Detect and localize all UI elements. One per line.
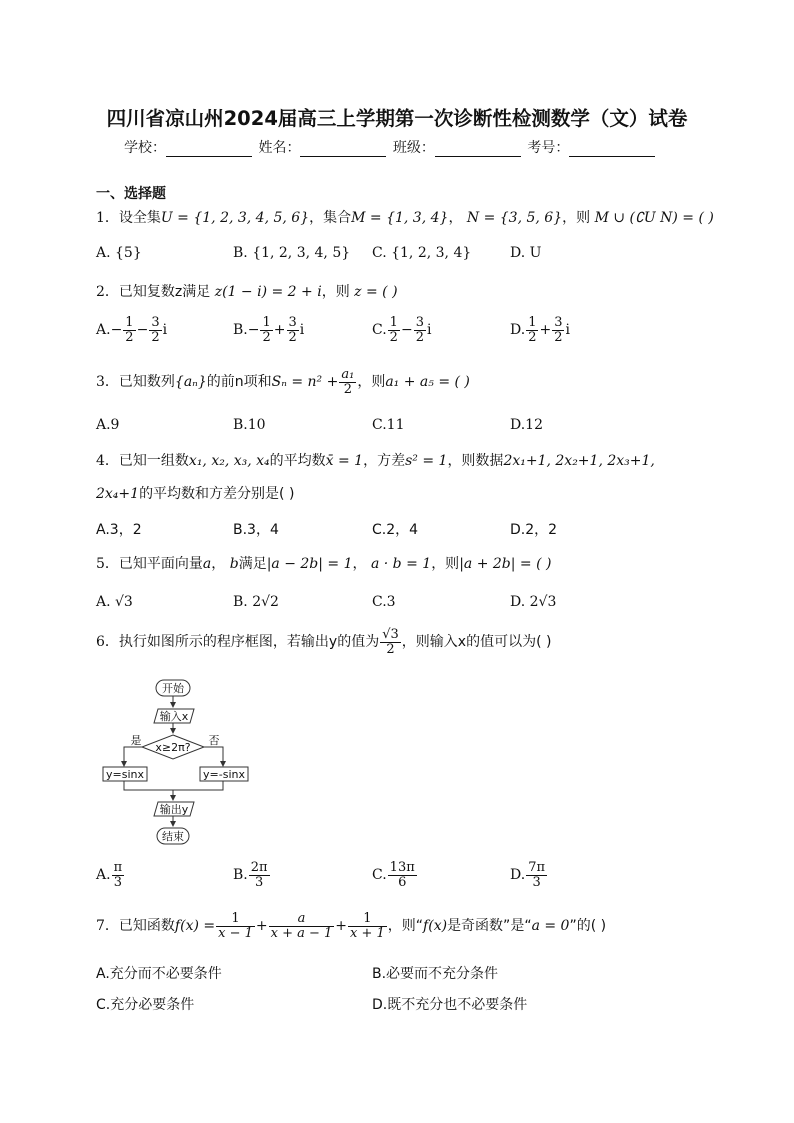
output-label: 输出y: [159, 803, 189, 816]
option-label: D.: [510, 867, 526, 884]
denominator: x + a − 1: [270, 925, 333, 941]
denominator: 2: [288, 329, 297, 345]
q7-option-a[interactable]: A.充分而不必要条件: [96, 966, 222, 982]
denominator: 2: [386, 641, 395, 657]
section-heading: 一、选择题: [96, 186, 166, 202]
q1-option-b[interactable]: B. {1, 2, 3, 4, 5}: [233, 245, 351, 261]
denominator: 3: [113, 874, 122, 890]
q3-option-c[interactable]: C.11: [372, 417, 405, 433]
q6-option-d[interactable]: [510, 861, 548, 889]
question-text: 满足: [238, 556, 267, 572]
numerator: 1: [528, 315, 537, 330]
q7-option-d[interactable]: D.既不充分也不必要条件: [372, 997, 528, 1013]
q6-option-b[interactable]: [233, 861, 271, 889]
q6-option-a[interactable]: [96, 861, 125, 889]
question-text: ，: [448, 210, 463, 226]
option-label: C.: [372, 867, 387, 884]
numerator: 1: [389, 315, 398, 330]
fraction: [123, 316, 135, 344]
question-6: [96, 628, 551, 656]
question-text: 已知函数: [118, 918, 175, 935]
question-text: ，则: [562, 210, 591, 226]
question-text: 的前n项和: [206, 374, 272, 391]
math-expr: a₁ + a₅ = ( ): [385, 374, 470, 391]
denominator: 2: [125, 329, 134, 345]
name-label: 姓名：: [258, 140, 301, 156]
class-label: 班级：: [392, 140, 435, 156]
q7-option-c[interactable]: C.充分必要条件: [96, 997, 195, 1013]
math-expr: M = {1, 3, 4}: [351, 210, 449, 226]
q4-option-d[interactable]: D.2，2: [510, 522, 558, 538]
question-2: [96, 281, 398, 301]
question-text: 已知复数z满足: [118, 284, 211, 300]
school-label: 学校：: [124, 140, 166, 156]
question-text: ，则“: [387, 918, 424, 935]
question-text: 的平均数: [269, 453, 326, 469]
question-4-line-2: [96, 483, 294, 503]
q3-option-b[interactable]: B.10: [233, 417, 266, 433]
math-expr: {aₙ}: [174, 374, 207, 391]
yes-label: 是: [130, 734, 142, 747]
question-text: ，: [211, 556, 226, 572]
end-label: 结束: [162, 830, 184, 843]
denominator: 2: [389, 329, 398, 345]
fraction: [388, 316, 400, 344]
fraction: [388, 861, 417, 889]
denominator: x − 1: [218, 925, 253, 941]
numerator: 1: [262, 315, 271, 330]
question-text: ，则输入x的值可以为( ): [401, 634, 552, 651]
math-expr: 2x₄+1: [96, 486, 140, 502]
question-text: 是奇函数”是“: [447, 918, 532, 935]
fraction: [260, 316, 272, 344]
option-label: B.: [233, 322, 248, 339]
fraction: [414, 316, 426, 344]
question-text: 已知一组数: [118, 453, 189, 469]
question-number: 2．: [96, 284, 119, 300]
numerator: 1: [125, 315, 134, 330]
sign: −: [400, 322, 413, 339]
sign: +: [539, 322, 552, 339]
question-text: ，则数据: [447, 453, 504, 469]
question-text: ”的( ): [569, 918, 607, 935]
math-expr: f(x) =: [174, 918, 216, 935]
input-label: 输入x: [159, 710, 189, 723]
numerator: a: [269, 912, 335, 927]
start-label: 开始: [162, 682, 184, 695]
no-label: 否: [208, 734, 220, 747]
fraction: [287, 316, 299, 344]
flowchart: [96, 676, 256, 848]
imag-unit: i: [162, 322, 168, 339]
q1-option-c[interactable]: C. {1, 2, 3, 4}: [372, 245, 472, 261]
fraction: [112, 861, 125, 889]
sign: +: [273, 322, 286, 339]
q2-option-c[interactable]: [372, 316, 431, 344]
fraction: [269, 912, 335, 940]
q2-option-a[interactable]: [96, 316, 167, 344]
q4-option-a[interactable]: A.3，2: [96, 522, 142, 538]
q7-option-b[interactable]: B.必要而不充分条件: [372, 966, 499, 982]
fraction: [249, 861, 270, 889]
q5-option-a[interactable]: A. √3: [96, 594, 133, 610]
question-text: 已知平面向量: [118, 556, 203, 572]
numerator: 3: [151, 315, 160, 330]
denominator: 6: [398, 874, 407, 890]
question-text: 已知数列: [118, 374, 175, 391]
fraction: [552, 316, 564, 344]
numerator: 1: [216, 912, 255, 927]
math-expr: U = {1, 2, 3, 4, 5, 6}: [160, 210, 310, 226]
denominator: 2: [554, 329, 563, 345]
fraction: [216, 912, 255, 940]
q1-option-a[interactable]: A. {5}: [96, 245, 142, 261]
numerator: 13π: [389, 860, 415, 875]
q3-option-a[interactable]: A.9: [96, 417, 120, 433]
question-number: 5．: [96, 556, 119, 572]
option-label: B.: [233, 867, 248, 884]
numerator: √3: [382, 627, 399, 642]
numerator: 1: [348, 912, 387, 927]
denominator: 2: [262, 329, 271, 345]
numerator: 3: [415, 315, 424, 330]
question-1: [96, 207, 714, 227]
fraction: [526, 861, 547, 889]
numerator: 2π: [250, 860, 268, 875]
math-expr: 2x₁+1, 2x₂+1, 2x₃+1,: [503, 453, 655, 469]
math-expr: a = 0: [531, 918, 570, 935]
fraction: [526, 316, 538, 344]
fraction: [348, 912, 387, 940]
question-text: ，集合: [309, 210, 352, 226]
question-number: 4．: [96, 453, 119, 469]
question-number: 3．: [96, 374, 119, 391]
vector-a: a: [202, 556, 212, 572]
name-blank[interactable]: [300, 142, 386, 157]
math-expr: z(1 − i) = 2 + i: [214, 284, 322, 300]
numerator: 7π: [528, 860, 546, 875]
id-label: 考号：: [527, 140, 570, 156]
vector-b: b: [229, 556, 239, 572]
question-text: ，方差: [363, 453, 406, 469]
question-5: [96, 553, 551, 573]
math-expr: x₁, x₂, x₃, x₄: [188, 453, 270, 469]
denominator: 2: [415, 329, 424, 345]
neg-sin-label: y=-sinx: [203, 768, 245, 781]
option-label: A.: [96, 322, 111, 339]
q5-option-c[interactable]: C.3: [372, 594, 396, 610]
math-expr: |a − 2b| = 1: [266, 556, 353, 572]
question-3: [96, 368, 470, 396]
math-expr: f(x): [423, 918, 448, 935]
question-4: [96, 450, 655, 470]
sign: −: [136, 322, 149, 339]
q4-option-b[interactable]: B.3，4: [233, 522, 279, 538]
q3-option-d[interactable]: D.12: [510, 417, 543, 433]
numerator: π: [113, 860, 123, 875]
numerator: 3: [554, 315, 563, 330]
condition-label: x≥2π?: [155, 741, 191, 754]
school-blank[interactable]: [166, 142, 252, 157]
option-label: D.: [510, 322, 526, 339]
math-expr: z = ( ): [354, 284, 398, 300]
denominator: x + 1: [350, 925, 385, 941]
numerator: 3: [288, 315, 297, 330]
page-title: 四川省凉山州2024届高三上学期第一次诊断性检测数学（文）试卷: [106, 107, 688, 130]
imag-unit: i: [299, 322, 305, 339]
imag-unit: i: [426, 322, 432, 339]
q6-option-c[interactable]: [372, 861, 418, 889]
denominator: 2: [528, 329, 537, 345]
class-blank[interactable]: [435, 142, 521, 157]
question-text: ，则: [357, 374, 386, 391]
plus-sign: +: [335, 918, 348, 935]
math-expr: s² = 1: [405, 453, 448, 469]
question-text: 执行如图所示的程序框图，若输出y的值为: [118, 634, 380, 651]
math-expr: N = {3, 5, 6}: [466, 210, 563, 226]
math-expr: |a + 2b| = ( ): [459, 556, 552, 572]
option-label: A.: [96, 867, 111, 884]
fraction: [380, 628, 401, 656]
question-text: 设全集: [118, 210, 161, 226]
student-info: [124, 137, 657, 157]
question-text: ，则: [321, 284, 350, 300]
sign: −: [110, 322, 123, 339]
sign: −: [247, 322, 260, 339]
question-number: 7．: [96, 918, 119, 935]
fraction: [149, 316, 161, 344]
question-text: 的平均数和方差分别是( ): [139, 486, 295, 502]
denominator: 3: [532, 874, 541, 890]
denominator: 2: [343, 381, 352, 397]
imag-unit: i: [565, 322, 570, 339]
math-expr: x̄ = 1: [325, 453, 364, 469]
math-expr: a · b = 1: [370, 556, 432, 572]
q1-option-d[interactable]: D. U: [510, 245, 542, 261]
question-number: 1．: [96, 210, 119, 226]
q5-option-b[interactable]: B. 2√2: [233, 594, 279, 610]
sin-label: y=sinx: [106, 768, 144, 781]
numerator: a₁: [341, 367, 355, 382]
q2-option-d[interactable]: [510, 316, 570, 344]
plus-sign: +: [255, 918, 268, 935]
q2-option-b[interactable]: [233, 316, 304, 344]
option-label: C.: [372, 322, 387, 339]
question-text: ，则: [431, 556, 460, 572]
q4-option-c[interactable]: C.2，4: [372, 522, 419, 538]
fraction: [339, 368, 356, 396]
denominator: 2: [151, 329, 160, 345]
math-expr: Sₙ = n² +: [271, 374, 339, 391]
question-text: ，: [352, 556, 367, 572]
denominator: 3: [255, 874, 264, 890]
math-expr: M ∪ (∁U N) = ( ): [594, 210, 714, 226]
question-number: 6．: [96, 634, 119, 651]
question-7: [96, 912, 606, 940]
q5-option-d[interactable]: D. 2√3: [510, 594, 557, 610]
id-blank[interactable]: [569, 142, 655, 157]
